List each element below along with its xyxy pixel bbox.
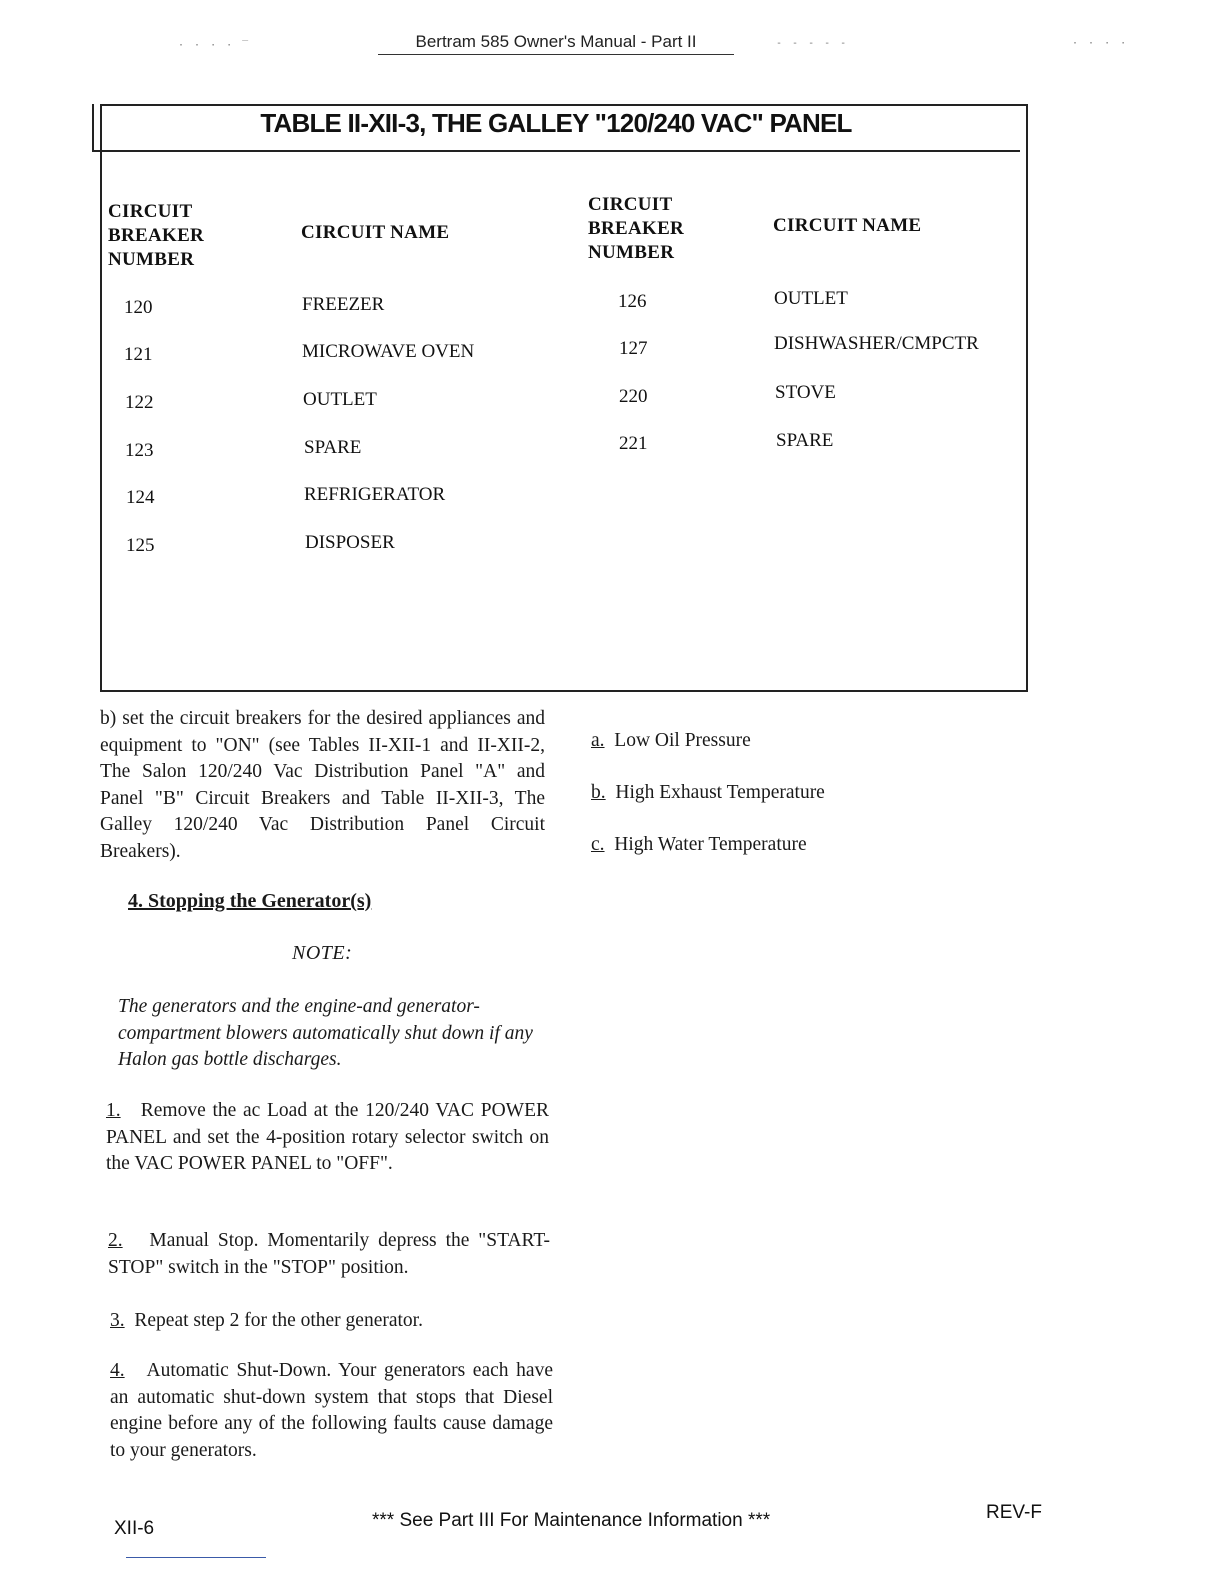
step-text: Remove the ac Load at the 120/240 VAC POWER PANEL and set the 4-position rotary selector switch on the VAC POWER PANEL to "OFF". [106, 1100, 549, 1174]
breaker-number: 121 [124, 344, 153, 365]
galley-panel-table [100, 104, 1028, 692]
left-breaker-number-header [108, 200, 204, 272]
breaker-number: 123 [125, 440, 154, 461]
circuit-name: REFRIGERATOR [304, 484, 446, 505]
scan-mark-right: · · · · [1072, 38, 1129, 49]
paragraph-b: b) set the circuit breakers for the desired appliances and equipment to "ON" (see Tables II-XII-1 and II-XII-2, The Salon 120/240 Vac Distribution Panel "A" and Panel "B" Circuit Breakers and Table II-XII-3, The Galley 120/240 Vac Distribution Panel Circuit Breakers). [100, 708, 545, 862]
fault-letter: b. [591, 782, 606, 803]
step-number: 2. [108, 1230, 123, 1251]
step-4 [110, 1358, 553, 1464]
scan-mark-left: · · · · ‾ [178, 40, 251, 51]
step-1 [106, 1098, 549, 1178]
header-line: NUMBER [108, 249, 195, 270]
step-3 [110, 1308, 550, 1335]
left-circuit-name-header: CIRCUIT NAME [301, 222, 450, 243]
breaker-number: 221 [619, 433, 648, 454]
fault-item-c [591, 832, 807, 859]
page-number: XII-6 [114, 1518, 155, 1539]
scan-mark-mid: - - - - - [776, 38, 849, 49]
header-line: CIRCUIT [588, 194, 673, 215]
header-line: BREAKER [588, 218, 685, 239]
circuit-name: DISHWASHER/CMPCTR [774, 333, 979, 354]
fault-item-b [591, 780, 825, 807]
header-line: NUMBER [588, 242, 675, 263]
breaker-number: 120 [124, 297, 153, 318]
fault-letter: c. [591, 834, 605, 855]
fault-text: Low Oil Pressure [614, 730, 751, 751]
step-2 [108, 1228, 550, 1281]
circuit-name: MICROWAVE OVEN [302, 341, 475, 362]
step-number: 3. [110, 1310, 125, 1331]
circuit-name: SPARE [776, 430, 834, 451]
breaker-number: 125 [126, 535, 155, 556]
header-line: CIRCUIT [108, 201, 193, 222]
breaker-number: 124 [126, 487, 155, 508]
note-label: NOTE: [292, 942, 353, 964]
footer-rule [126, 1557, 266, 1558]
step-text: Manual Stop. Momentarily depress the "START-STOP" switch in the "STOP" position. [108, 1230, 550, 1278]
right-circuit-name-header: CIRCUIT NAME [773, 215, 922, 236]
page-header-title: Bertram 585 Owner's Manual - Part II [378, 32, 734, 55]
footer-maintenance-note: *** See Part III For Maintenance Information *** [372, 1510, 771, 1531]
section-heading-stopping-generators: 4. Stopping the Generator(s) [128, 890, 372, 912]
fault-text: High Exhaust Temperature [615, 782, 825, 803]
circuit-name: OUTLET [774, 288, 848, 309]
step-number: 4. [110, 1360, 125, 1381]
breaker-number: 126 [618, 291, 647, 312]
note-text: The generators and the engine-and generator-compartment blowers automatically shut down if any Halon gas bottle discharges. [118, 996, 533, 1070]
fault-letter: a. [591, 730, 605, 751]
right-breaker-number-header [588, 193, 684, 265]
header-line: BREAKER [108, 225, 205, 246]
step-text: Repeat step 2 for the other generator. [134, 1310, 423, 1331]
revision-label: REV-F [986, 1502, 1042, 1523]
table-title: TABLE II-XII-3, THE GALLEY "120/240 VAC" PANEL [260, 108, 852, 138]
circuit-name: STOVE [775, 382, 836, 403]
circuit-name: DISPOSER [305, 532, 395, 553]
step-number: 1. [106, 1100, 121, 1121]
circuit-name: OUTLET [303, 389, 377, 410]
step-text: Automatic Shut-Down. Your generators each have an automatic shut-down system that stops that Diesel engine before any of the following faults cause damage to your generators. [110, 1360, 553, 1461]
fault-item-a [591, 728, 751, 755]
breaker-number: 127 [619, 338, 648, 359]
fault-text: High Water Temperature [614, 834, 807, 855]
breaker-number: 122 [125, 392, 154, 413]
circuit-name: SPARE [304, 437, 362, 458]
breaker-number: 220 [619, 386, 648, 407]
circuit-name: FREEZER [302, 294, 385, 315]
